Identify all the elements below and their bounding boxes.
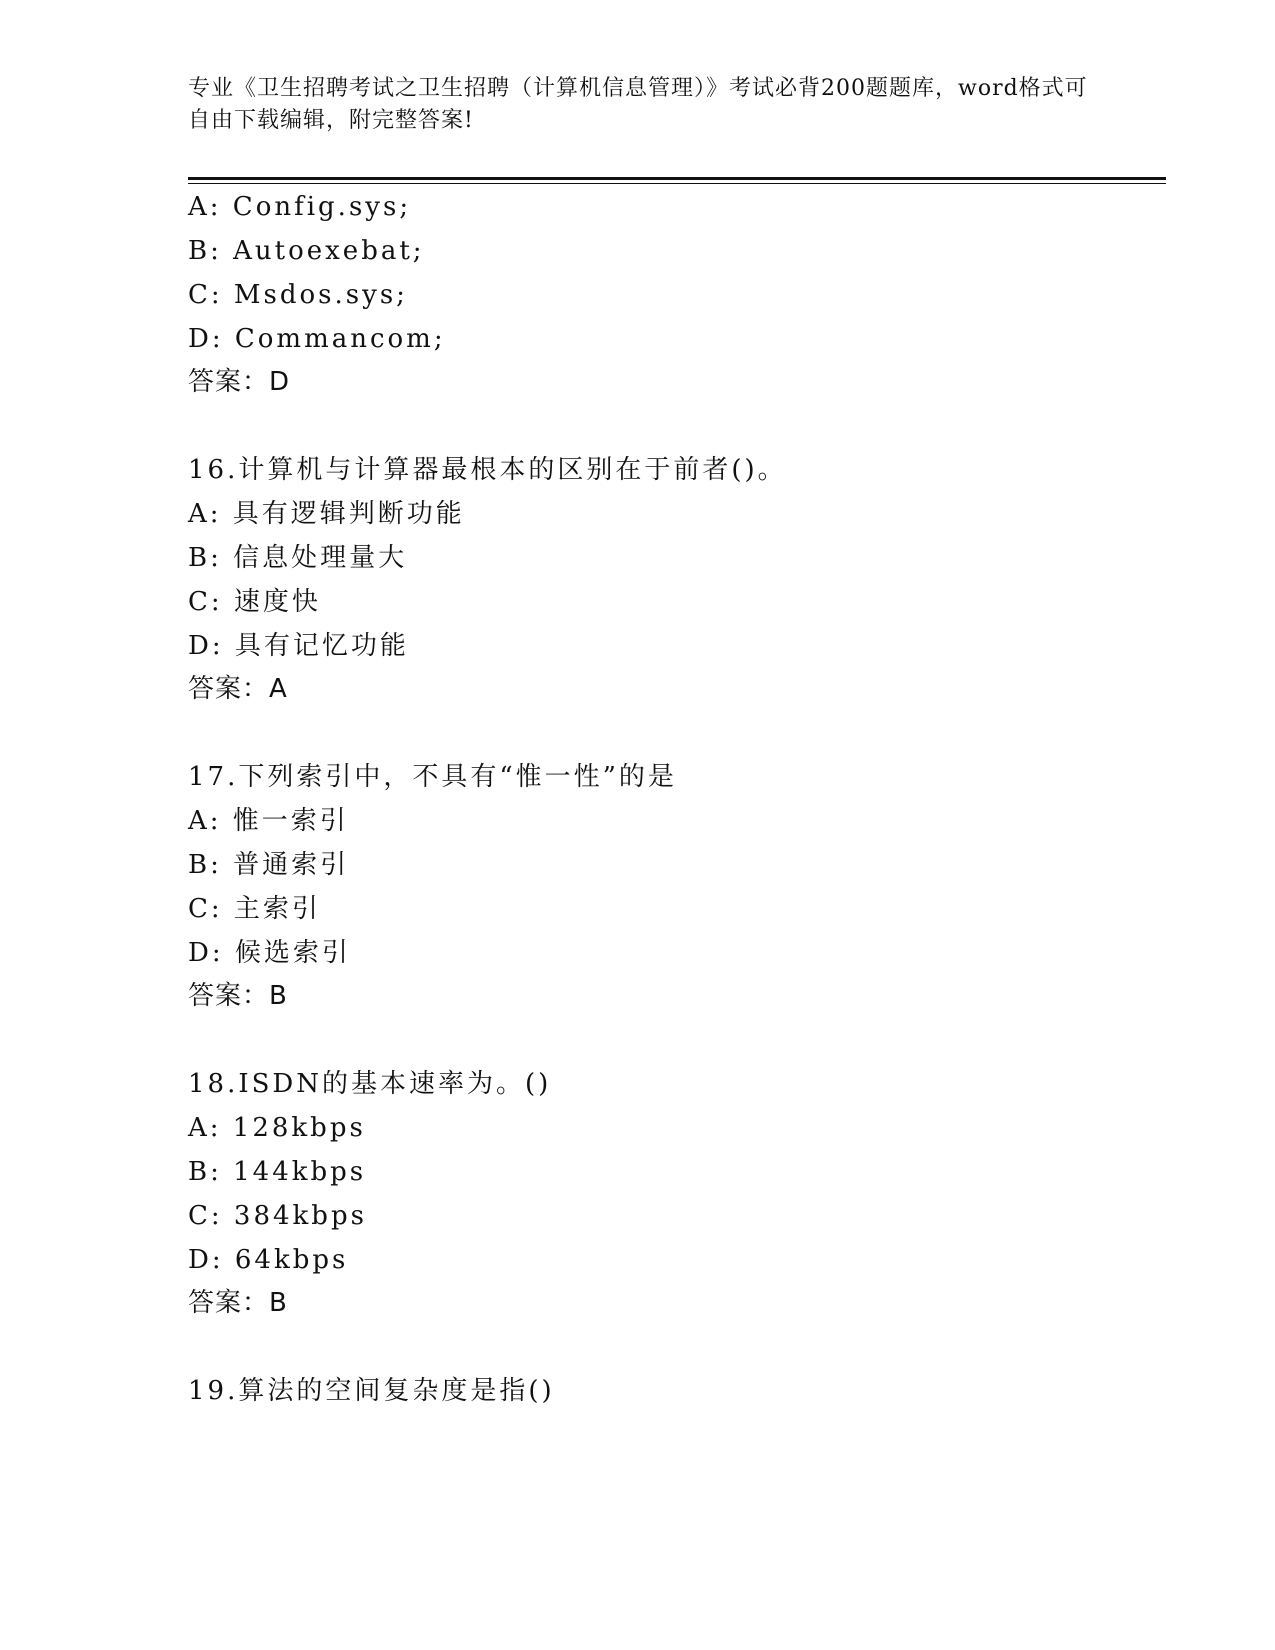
q16-option-b: B: 信息处理量大 <box>188 543 408 573</box>
q15-answer: 答案：D <box>188 367 291 397</box>
q15-option-c: C: Msdos.sys; <box>188 280 408 310</box>
q18-option-d: D: 64kbps <box>188 1245 349 1275</box>
q19-question: 19.算法的空间复杂度是指() <box>188 1376 555 1406</box>
q15-option-b: B: Autoexebat; <box>188 236 425 266</box>
q16-question: 16.计算机与计算器最根本的区别在于前者()。 <box>188 455 787 485</box>
q17-option-a: A: 惟一索引 <box>188 806 349 836</box>
q18-option-b: B: 144kbps <box>188 1157 367 1187</box>
document-header: 专业《卫生招聘考试之卫生招聘（计算机信息管理）》考试必背200题题库，word格式可自由下载编辑，附完整答案! <box>188 76 1088 133</box>
q15-option-a: A: Config.sys; <box>188 192 412 222</box>
header-divider-thick <box>188 177 1166 180</box>
q18-question: 18.ISDN的基本速率为。() <box>188 1069 552 1099</box>
q17-option-b: B: 普通索引 <box>188 850 350 880</box>
q18-option-a: A: 128kbps <box>188 1113 366 1143</box>
q15-option-d: D: Commancom; <box>188 324 446 354</box>
q18-option-c: C: 384kbps <box>188 1201 367 1231</box>
q17-option-d: D: 候选索引 <box>188 938 351 968</box>
q17-question: 17.下列索引中，不具有“惟一性”的是 <box>188 762 677 792</box>
q17-answer: 答案：B <box>188 981 288 1011</box>
q16-option-d: D: 具有记忆功能 <box>188 631 409 661</box>
q17-option-c: C: 主索引 <box>188 894 321 924</box>
q16-option-c: C: 速度快 <box>188 587 321 617</box>
q18-answer: 答案：B <box>188 1288 288 1318</box>
q16-answer: 答案：A <box>188 674 288 704</box>
header-divider-thin <box>188 183 1166 184</box>
q16-option-a: A: 具有逻辑判断功能 <box>188 499 465 529</box>
